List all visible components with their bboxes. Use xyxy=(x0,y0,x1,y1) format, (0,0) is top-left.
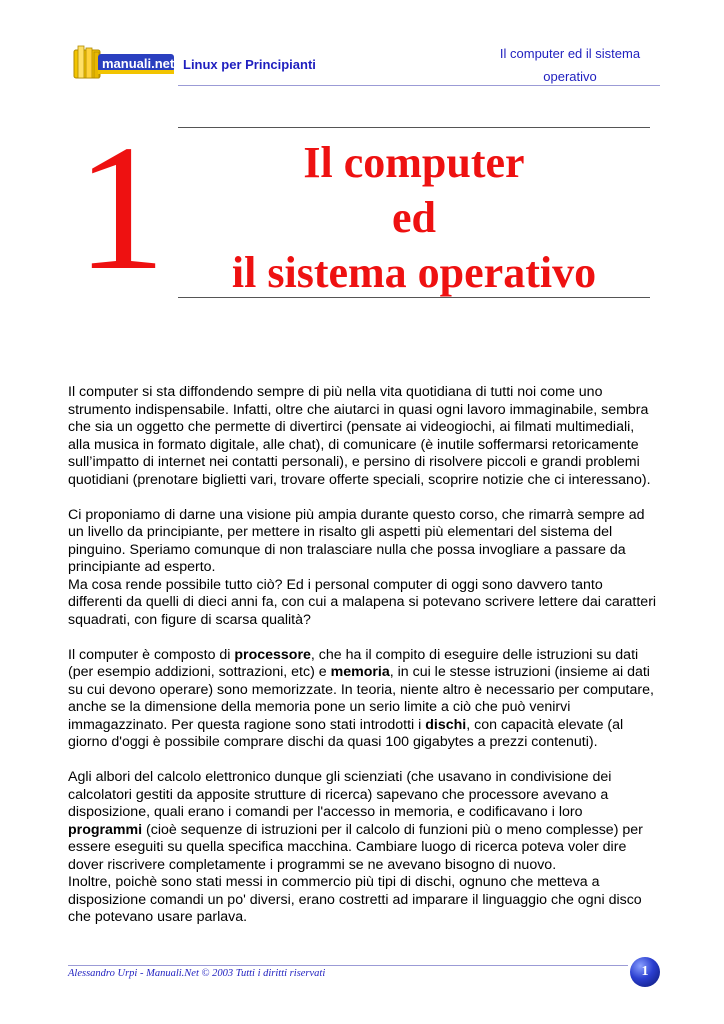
text-segment: (cioè sequenze di istruzioni per il calcolo di funzioni più o meno complesse) per essere eseguiti su quella specifica macchina. Cambiare luogo di ricerca poteva voler dire dover riscrivere completamente i programmi se ne avevano bisogno di nuovo. xyxy=(68,821,643,873)
bold-term: dischi xyxy=(425,716,467,733)
chapter-number: 1 xyxy=(76,108,166,307)
page-number: 1 xyxy=(641,964,649,979)
text-segment: Agli albori del calcolo elettronico dunque gli scienziati (che usavano in condivisione dei calcolatori gestiti da apposite strutture di ricerca) sapevano che processore avevano a disposizione, quali erano i comandi per l'accesso in memoria, e codificavano i loro xyxy=(68,769,612,820)
paragraph xyxy=(68,647,660,752)
manuali-net-logo xyxy=(72,44,178,82)
header-chapter-title xyxy=(470,42,670,88)
chapter-title-line-1: Il computer xyxy=(303,138,525,187)
title-rule-bottom xyxy=(178,297,650,298)
paragraph xyxy=(68,507,660,577)
chapter-title-line-2: ed xyxy=(392,193,436,242)
bold-term: processore xyxy=(234,646,311,663)
text-segment: Il computer si sta diffondendo sempre di più nella vita quotidiana di tutti noi come uno strumento indispensabile. Infatti, oltre che aiutarci in quasi ogni lavoro immaginabile, sembra che sia un oggetto che permette di divertirci (pensate ai videogiochi, ai filmati multimediali, alla musica in formato digitale, alle chat), di comunicare (è inutile soffermarsi retoricamente sull’impatto di internet nei contatti personali), e persino di risolvere piccoli e grandi problemi quotidiani (prenotare biglietti vari, trovare offerte speciali, scoprire notizie che ci interessano). xyxy=(68,384,651,488)
text-segment: Ma cosa rende possibile tutto ciò? Ed i personal computer di oggi sono davvero tanto differenti da quelli di dieci anni fa, con cui a malapena si potevano scrivere lettere dai caratteri squadrati, con figure di scarsa qualità? xyxy=(68,576,657,628)
header-chapter-line-2: operativo xyxy=(543,69,597,84)
page-number-badge xyxy=(630,957,660,987)
footer-divider xyxy=(68,965,628,966)
text-segment: , con capacità elevate (al giorno d'oggi è possibile comprare dischi da quasi 100 gigabytes a prezzi contenuti). xyxy=(68,716,624,750)
chapter-title-line-3: il sistema operativo xyxy=(231,248,597,297)
chapter-title xyxy=(178,135,650,300)
text-segment: Il computer è composto di xyxy=(68,646,235,663)
text-segment: , che ha il compito di eseguire delle istruzioni su dati (per esempio addizioni, sottrazioni, etc) e xyxy=(68,646,639,680)
text-segment: Inoltre, poichè sono stati messi in commercio più tipi di dischi, ognuno che metteva a disposizione comandi un po' diversi, erano costretti ad imparare il linguaggio che ogni disco che potevano usare parlava. xyxy=(68,874,642,925)
book-title: Linux per Principianti xyxy=(183,57,316,72)
text-segment: Ci proponiamo di darne una visione più ampia durante questo corso, che rimarrà sempre ad un livello da principiante, per mettere in risalto gli aspetti più elementari del sistema del pinguino. Speriamo comunque di non tralasciare nulla che possa invogliare a passare da principiante ad esperto. xyxy=(68,506,645,575)
bold-term: memoria xyxy=(330,664,390,680)
header-chapter-line-1: Il computer ed il sistema xyxy=(499,46,641,61)
paragraph xyxy=(68,769,660,874)
paragraph xyxy=(68,874,660,927)
header-divider xyxy=(178,85,660,86)
title-rule-top xyxy=(178,127,650,128)
text-segment: , in cui le stesse istruzioni (insieme ai dati su cui devono operare) sono memorizzate. In teoria, niente altro è necessario per computare, anche se la dimensione della memoria pone un serio limite a ciò che può venirvi immagazzinato. Per questa ragione sono stati introdotti i xyxy=(68,664,654,733)
logo-text: manuali.net xyxy=(102,56,175,71)
paragraph xyxy=(68,384,660,489)
bold-term: programmi xyxy=(68,821,143,838)
body-text xyxy=(68,384,660,944)
paragraph xyxy=(68,577,660,630)
footer-credit: Alessandro Urpi - Manuali.Net © 2003 Tutti i diritti riservati xyxy=(68,968,326,979)
